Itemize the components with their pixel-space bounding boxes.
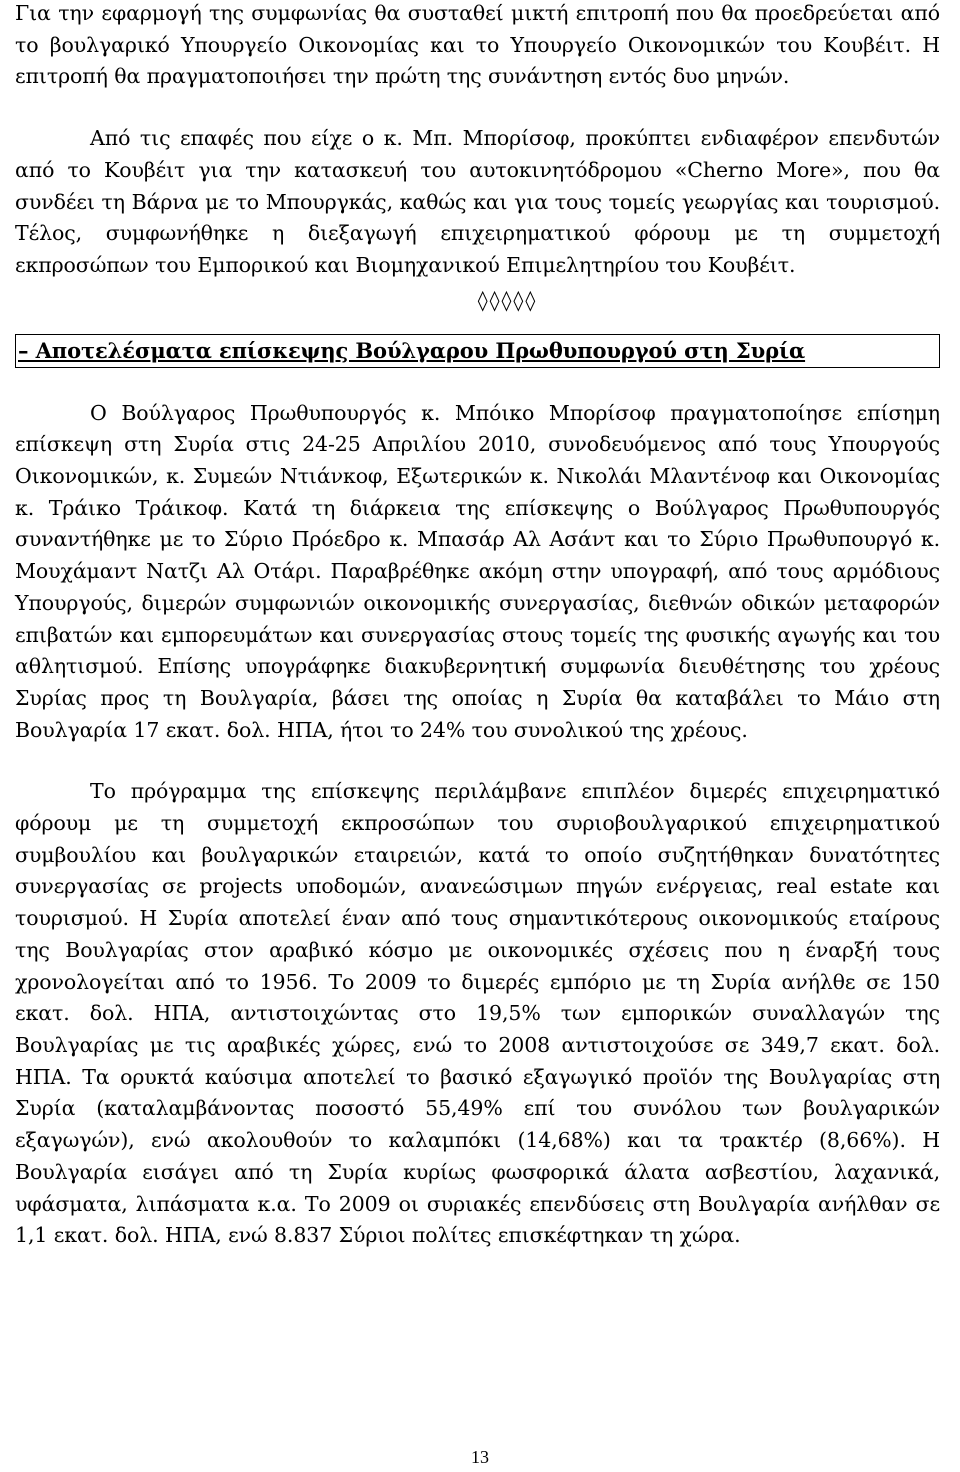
page-number: 13	[471, 1447, 489, 1467]
section-heading-box	[15, 334, 940, 368]
paragraph-intro: Για την εφαρμογή της συμφωνίας θα συσταθεί μικτή επιτροπή που θα προεδρεύεται από το βουλγαρικό Υπουργείο Οικονομίας και το Υπουργείο Οικονομικών του Κουβέιτ. Η επιτροπή θα πραγματοποιήσει την πρώτη της συνάντηση εντός δυο μηνών.	[15, 1, 940, 89]
section-heading: – Αποτελέσματα επίσκεψης Βούλγαρου Πρωθυπουργού στη Συρία	[18, 338, 806, 364]
paragraph-kuwait-investors: Από τις επαφές που είχε ο κ. Μπ. Μπορίσοφ, προκύπτει ενδιαφέρον επενδυτών από το Κουβέιτ για την κατασκευή του αυτοκινητόδρομου «Cherno More», που θα συνδέει τη Βάρνα με το Μπουργκάς, καθώς και για τους τομείς γεωργίας και τουρισμού. Τέλος, συμφωνήθηκε η διεξαγωγή επιχειρηματικού φόρουμ με τη συμμετοχή εκπροσώπων του Εμπορικού και Βιομηχανικού Επιμελητηρίου του Κουβέιτ.	[15, 126, 940, 277]
paragraph-business-forum: Το πρόγραμμα της επίσκεψης περιλάμβανε επιπλέον διμερές επιχειρηματικό φόρουμ με τη συμμετοχή εκπροσώπων του συριοβουλγαρικού επιχειρηματικού συμβουλίου και βουλγαρικών εταιρειών, κατά το οποίο συζητήθηκαν δυνατότητες συνεργασίας σε projects υποδομών, ανανεώσιμων πηγών ενέργειας, real estate και τουρισμού. Η Συρία αποτελεί έναν από τους σημαντικότερους οικονομικούς εταίρους της Βουλγαρίας στον αραβικό κόσμο με οικονομικές σχέσεις που η έναρξή τους χρονολογείται από το 1956. Το 2009 το διμερές εμπόριο με τη Συρία ανήλθε σε 150 εκατ. δολ. ΗΠΑ, αντιστοιχώντας στο 19,5% των εμπορικών συναλλαγών της Βουλγαρίας με τις αραβικές χώρες, ενώ το 2008 αντιστοιχούσε σε 349,7 εκατ. δολ. ΗΠΑ. Τα ορυκτά καύσιμα αποτελεί το βασικό εξαγωγικό προϊόν της Βουλγαρίας στη Συρία (καταλαμβάνοντας ποσοστό 55,49% επί του συνόλου των βουλγαρικών εξαγωγών), ενώ ακολουθούν το καλαμπόκι (14,68%) και τα τρακτέρ (8,66%). Η Βουλγαρία εισάγει από τη Συρία κυρίως φωσφορικά άλατα ασβεστίου, λαχανικά, υφάσματα, λιπάσματα κ.α. Το 2009 οι συριακές επενδύσεις στη Βουλγαρία ανήλθαν σε 1,1 εκατ. δολ. ΗΠΑ, ενώ 8.837 Σύριοι πολίτες επισκέφτηκαν τη χώρα.	[15, 779, 940, 1248]
document-page	[15, 0, 940, 1252]
paragraph-syria-visit: Ο Βούλγαρος Πρωθυπουργός κ. Μπόικο Μπορίσοφ πραγματοποίησε επίσημη επίσκεψη στη Συρία στις 24-25 Απριλίου 2010, συνοδευόμενος από τους Υπουργούς Οικονομικών, κ. Συμεών Ντιάνκοφ, Εξωτερικών κ. Νικολάι Μλαντένοφ και Οικονομίας κ. Τράικο Τράικοφ. Κατά τη διάρκεια της επίσκεψης ο Βούλγαρος Πρωθυπουργός συναντήθηκε με το Σύριο Πρόεδρο κ. Μπασάρ Αλ Ασάντ και το Σύριο Πρωθυπουργό κ. Μουχάμαντ Νατζι Αλ Οτάρι. Παραβρέθηκε ακόμη στην υπογραφή, από τους αρμόδιους Υπουργούς, διμερών συμφωνιών οικονομικής συνεργασίας, διεθνών οδικών μεταφορών επιβατών και εμπορευμάτων και συνεργασίας στους τομείς της φυσικής αγωγής και του αθλητισμού. Επίσης υπογράφηκε διακυβερνητική συμφωνία διευθέτησης του χρέους Συρίας προς τη Βουλγαρία, βάσει της οποίας η Συρία θα καταβάλει το Μάιο στη Βουλγαρία 17 εκατ. δολ. ΗΠΑ, ήτοι το 24% του συνολικού της χρέους.	[15, 400, 940, 742]
section-separator: ◊◊◊◊◊	[477, 287, 538, 312]
